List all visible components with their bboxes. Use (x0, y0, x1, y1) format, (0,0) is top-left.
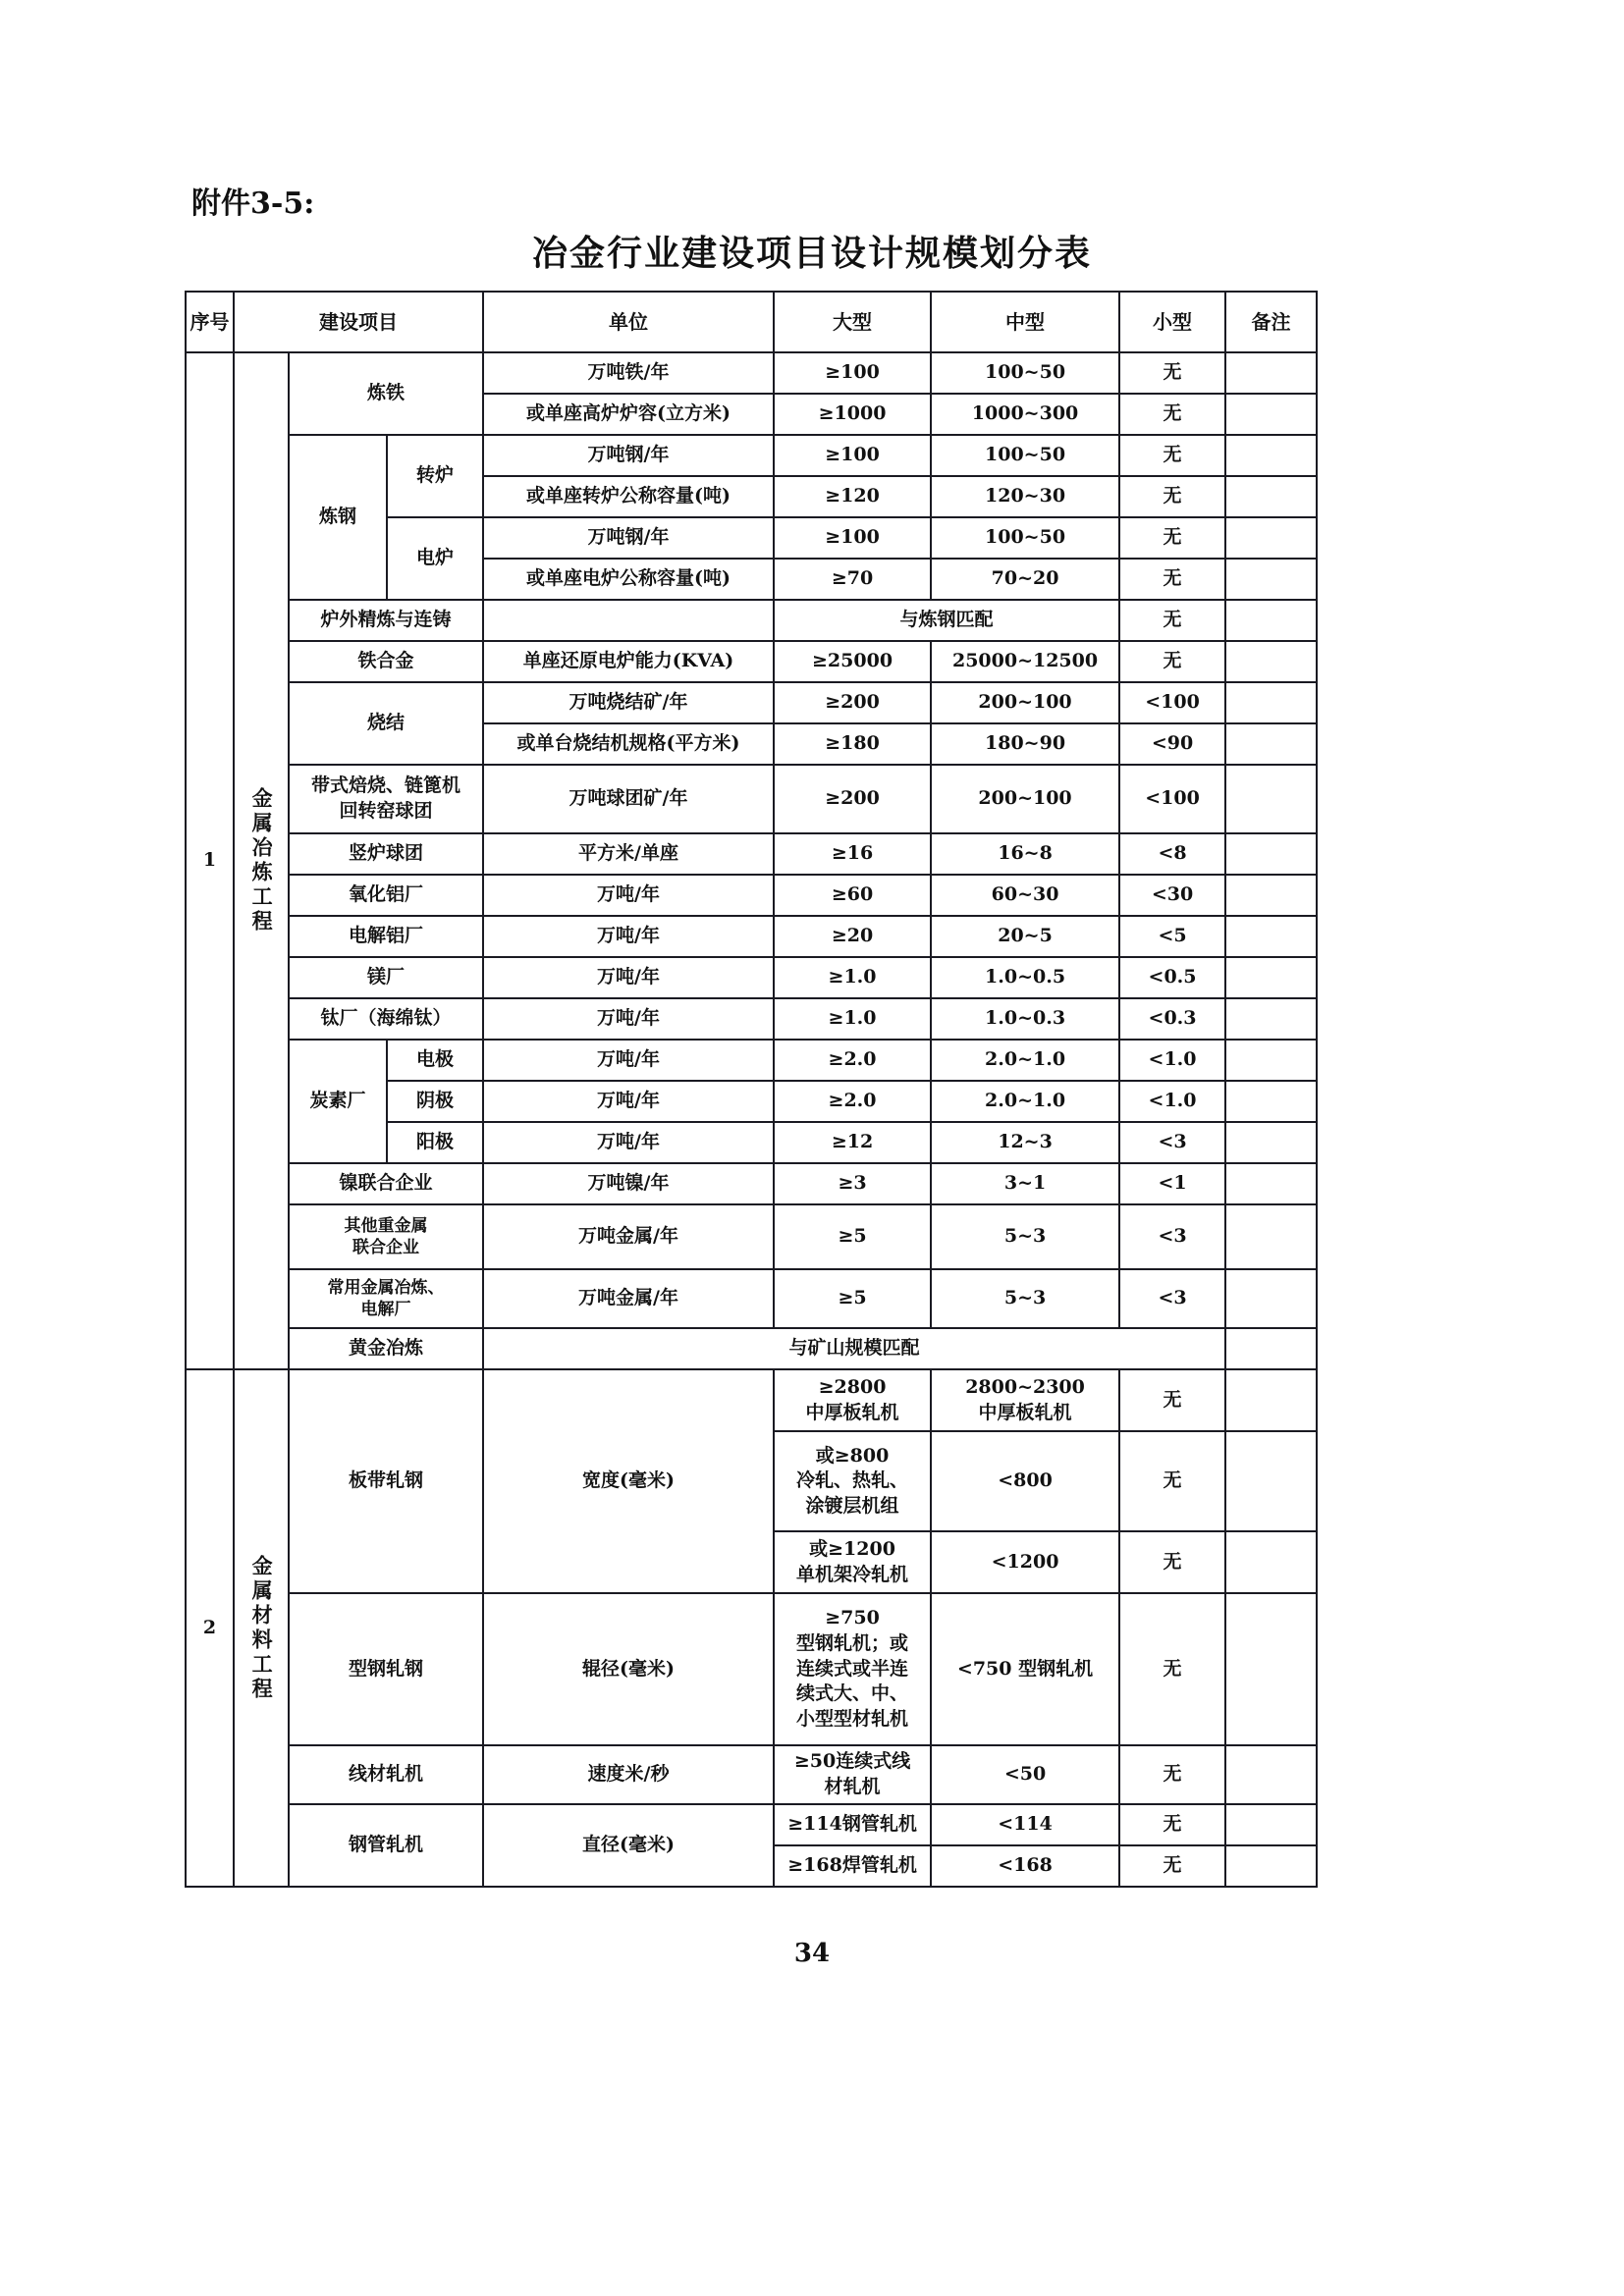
medium-cell: 2.0~1.0 (931, 1040, 1119, 1081)
medium-cell: 180~90 (931, 723, 1119, 765)
medium-cell: 5~3 (931, 1269, 1119, 1328)
unit-cell: 万吨金属/年 (483, 1269, 774, 1328)
note-cell (1225, 1431, 1317, 1531)
large-cell: ≥3 (774, 1163, 931, 1204)
unit-cell: 或单座转炉公称容量(吨) (483, 476, 774, 517)
note-cell (1225, 916, 1317, 957)
large-cell: ≥168焊管轧机 (774, 1845, 931, 1887)
medium-cell: 200~100 (931, 765, 1119, 833)
note-cell (1225, 875, 1317, 916)
medium-cell: 25000~12500 (931, 641, 1119, 682)
table-row (186, 682, 1317, 723)
unit-cell: 万吨/年 (483, 1122, 774, 1163)
item-cell: 炭素厂 (289, 1040, 387, 1163)
unit-cell: 万吨/年 (483, 957, 774, 998)
table-row (186, 957, 1317, 998)
large-cell: ≥2.0 (774, 1081, 931, 1122)
medium-cell: 5~3 (931, 1204, 1119, 1269)
medium-cell: 200~100 (931, 682, 1119, 723)
note-cell (1225, 435, 1317, 476)
sub-item-cell: 电极 (387, 1040, 483, 1081)
note-cell (1225, 1328, 1317, 1369)
large-cell: ≥60 (774, 875, 931, 916)
item-cell: 炉外精炼与连铸 (289, 600, 483, 641)
small-cell: 无 (1119, 1745, 1225, 1804)
sub-item-cell: 阴极 (387, 1081, 483, 1122)
header-unit: 单位 (483, 292, 774, 352)
medium-cell: 1.0~0.3 (931, 998, 1119, 1040)
small-cell: 无 (1119, 435, 1225, 476)
medium-cell: 3~1 (931, 1163, 1119, 1204)
large-cell: 或≥1200 单机架冷轧机 (774, 1531, 931, 1593)
small-cell: <3 (1119, 1269, 1225, 1328)
note-cell (1225, 1269, 1317, 1328)
table-row (186, 833, 1317, 875)
small-cell: 无 (1119, 559, 1225, 600)
large-cell: ≥750 型钢轧机；或 连续式或半连 续式大、中、 小型型材轧机 (774, 1593, 931, 1745)
header-large: 大型 (774, 292, 931, 352)
table-row (186, 641, 1317, 682)
sub-item-cell: 转炉 (387, 435, 483, 517)
table-row (186, 352, 1317, 394)
attachment-label: 附件3-5: (191, 187, 315, 221)
note-cell (1225, 1745, 1317, 1804)
medium-cell: 120~30 (931, 476, 1119, 517)
small-cell: <5 (1119, 916, 1225, 957)
section-number: 2 (186, 1369, 234, 1887)
large-cell: ≥180 (774, 723, 931, 765)
medium-cell: 1000~300 (931, 394, 1119, 435)
small-cell: <100 (1119, 765, 1225, 833)
section-name: 金属冶炼工程 (234, 352, 289, 1369)
large-cell: ≥20 (774, 916, 931, 957)
note-cell (1225, 1122, 1317, 1163)
note-cell (1225, 998, 1317, 1040)
small-cell: 无 (1119, 1845, 1225, 1887)
small-cell: <0.5 (1119, 957, 1225, 998)
unit-cell: 万吨/年 (483, 1081, 774, 1122)
item-cell: 钢管轧机 (289, 1804, 483, 1887)
medium-cell: <114 (931, 1804, 1119, 1845)
medium-cell: 100~50 (931, 435, 1119, 476)
unit-cell: 万吨球团矿/年 (483, 765, 774, 833)
medium-cell: 2.0~1.0 (931, 1081, 1119, 1122)
medium-cell: 1.0~0.5 (931, 957, 1119, 998)
unit-cell: 万吨/年 (483, 1040, 774, 1081)
small-cell: 无 (1119, 1593, 1225, 1745)
large-cell: ≥100 (774, 352, 931, 394)
note-cell (1225, 682, 1317, 723)
large-cell: ≥2800 中厚板轧机 (774, 1369, 931, 1431)
scale-classification-table (185, 291, 1318, 1888)
page-title: 冶金行业建设项目设计规模划分表 (531, 233, 1092, 274)
small-cell: <0.3 (1119, 998, 1225, 1040)
header-project: 建设项目 (234, 292, 483, 352)
note-cell (1225, 1163, 1317, 1204)
unit-cell: 直径(毫米) (483, 1804, 774, 1887)
small-cell: 无 (1119, 352, 1225, 394)
small-cell: 无 (1119, 1804, 1225, 1845)
item-cell: 板带轧钢 (289, 1369, 483, 1593)
note-cell (1225, 1081, 1317, 1122)
note-cell (1225, 1593, 1317, 1745)
table-row (186, 1040, 1317, 1081)
small-cell: <30 (1119, 875, 1225, 916)
section-number: 1 (186, 352, 234, 1369)
item-cell: 炼钢 (289, 435, 387, 600)
table-row (186, 1204, 1317, 1269)
note-cell (1225, 559, 1317, 600)
header-medium: 中型 (931, 292, 1119, 352)
table-row (186, 1745, 1317, 1804)
table-row (186, 765, 1317, 833)
large-cell: ≥200 (774, 682, 931, 723)
unit-cell: 万吨金属/年 (483, 1204, 774, 1269)
table-row (186, 1369, 1317, 1431)
unit-cell: 万吨烧结矿/年 (483, 682, 774, 723)
table-row (186, 875, 1317, 916)
medium-cell: <1200 (931, 1531, 1119, 1593)
medium-cell: <168 (931, 1845, 1119, 1887)
note-cell (1225, 1369, 1317, 1431)
medium-cell: 100~50 (931, 517, 1119, 559)
small-cell: 无 (1119, 600, 1225, 641)
large-cell: ≥5 (774, 1204, 931, 1269)
large-cell: ≥5 (774, 1269, 931, 1328)
unit-cell: 万吨钢/年 (483, 435, 774, 476)
small-cell: 无 (1119, 517, 1225, 559)
unit-cell: 辊径(毫米) (483, 1593, 774, 1745)
large-cell: ≥100 (774, 435, 931, 476)
large-cell: 或≥800 冷轧、热轧、 涂镀层机组 (774, 1431, 931, 1531)
table-row (186, 1269, 1317, 1328)
large-cell: ≥1000 (774, 394, 931, 435)
medium-cell: 16~8 (931, 833, 1119, 875)
unit-cell: 万吨/年 (483, 916, 774, 957)
note-cell (1225, 394, 1317, 435)
unit-cell: 单座还原电炉能力(KVA) (483, 641, 774, 682)
note-cell (1225, 641, 1317, 682)
large-cell: ≥120 (774, 476, 931, 517)
unit-cell: 或单台烧结机规格(平方米) (483, 723, 774, 765)
item-cell: 其他重金属 联合企业 (289, 1204, 483, 1269)
small-cell: 无 (1119, 476, 1225, 517)
unit-cell: 万吨镍/年 (483, 1163, 774, 1204)
unit-cell: 宽度(毫米) (483, 1369, 774, 1593)
item-cell: 烧结 (289, 682, 483, 765)
medium-cell: <750 型钢轧机 (931, 1593, 1119, 1745)
unit-cell: 速度米/秒 (483, 1745, 774, 1804)
large-cell: ≥1.0 (774, 957, 931, 998)
header-note: 备注 (1225, 292, 1317, 352)
unit-cell: 平方米/单座 (483, 833, 774, 875)
note-cell (1225, 765, 1317, 833)
sub-item-cell: 阳极 (387, 1122, 483, 1163)
small-cell: 无 (1119, 1531, 1225, 1593)
table-row (186, 1593, 1317, 1745)
table-row (186, 1804, 1317, 1845)
small-cell: <1.0 (1119, 1081, 1225, 1122)
small-cell: <3 (1119, 1204, 1225, 1269)
note-cell (1225, 1531, 1317, 1593)
small-cell: <1 (1119, 1163, 1225, 1204)
small-cell: <90 (1119, 723, 1225, 765)
large-cell: ≥2.0 (774, 1040, 931, 1081)
table-row (186, 435, 1317, 476)
note-cell (1225, 833, 1317, 875)
large-cell: ≥12 (774, 1122, 931, 1163)
item-cell: 型钢轧钢 (289, 1593, 483, 1745)
medium-cell: 12~3 (931, 1122, 1119, 1163)
medium-cell: <800 (931, 1431, 1119, 1531)
medium-cell: <50 (931, 1745, 1119, 1804)
header-small: 小型 (1119, 292, 1225, 352)
unit-cell: 万吨钢/年 (483, 517, 774, 559)
note-cell (1225, 1845, 1317, 1887)
note-cell (1225, 1804, 1317, 1845)
large-cell: ≥25000 (774, 641, 931, 682)
large-cell: ≥100 (774, 517, 931, 559)
small-cell: <1.0 (1119, 1040, 1225, 1081)
table-row (186, 1328, 1317, 1369)
item-cell: 钛厂（海绵钛） (289, 998, 483, 1040)
small-cell: <8 (1119, 833, 1225, 875)
unit-cell (483, 600, 774, 641)
note-cell (1225, 723, 1317, 765)
item-cell: 黄金冶炼 (289, 1328, 483, 1369)
note-cell (1225, 476, 1317, 517)
large-cell: ≥114钢管轧机 (774, 1804, 931, 1845)
item-cell: 常用金属冶炼、 电解厂 (289, 1269, 483, 1328)
medium-cell: 20~5 (931, 916, 1119, 957)
unit-cell: 或单座电炉公称容量(吨) (483, 559, 774, 600)
note-cell (1225, 600, 1317, 641)
note-cell (1225, 957, 1317, 998)
header-no: 序号 (186, 292, 234, 352)
note-cell (1225, 517, 1317, 559)
small-cell: 无 (1119, 394, 1225, 435)
large-cell: ≥70 (774, 559, 931, 600)
item-cell: 带式焙烧、链篦机 回转窑球团 (289, 765, 483, 833)
large-cell: ≥1.0 (774, 998, 931, 1040)
sub-item-cell: 电炉 (387, 517, 483, 600)
item-cell: 铁合金 (289, 641, 483, 682)
table-row (186, 998, 1317, 1040)
note-cell (1225, 352, 1317, 394)
item-cell: 线材轧机 (289, 1745, 483, 1804)
large-cell: ≥16 (774, 833, 931, 875)
small-cell: <100 (1119, 682, 1225, 723)
small-cell: 无 (1119, 1431, 1225, 1531)
medium-cell: 100~50 (931, 352, 1119, 394)
table-row (186, 916, 1317, 957)
unit-cell: 万吨/年 (483, 998, 774, 1040)
small-cell: 无 (1119, 641, 1225, 682)
item-cell: 电解铝厂 (289, 916, 483, 957)
note-cell (1225, 1040, 1317, 1081)
merged-scale-cell: 与矿山规模匹配 (483, 1328, 1225, 1369)
unit-cell: 或单座高炉炉容(立方米) (483, 394, 774, 435)
item-cell: 镁厂 (289, 957, 483, 998)
section-name: 金属材料工程 (234, 1369, 289, 1887)
unit-cell: 万吨铁/年 (483, 352, 774, 394)
medium-cell: 60~30 (931, 875, 1119, 916)
large-cell: ≥50连续式线 材轧机 (774, 1745, 931, 1804)
note-cell (1225, 1204, 1317, 1269)
header-row (186, 292, 1317, 352)
medium-cell: 70~20 (931, 559, 1119, 600)
small-cell: <3 (1119, 1122, 1225, 1163)
item-cell: 氧化铝厂 (289, 875, 483, 916)
small-cell: 无 (1119, 1369, 1225, 1431)
large-cell: ≥200 (774, 765, 931, 833)
table-row (186, 600, 1317, 641)
merged-scale-cell: 与炼钢匹配 (774, 600, 1119, 641)
unit-cell: 万吨/年 (483, 875, 774, 916)
item-cell: 竖炉球团 (289, 833, 483, 875)
table-row (186, 1163, 1317, 1204)
medium-cell: 2800~2300 中厚板轧机 (931, 1369, 1119, 1431)
item-cell: 炼铁 (289, 352, 483, 435)
page-number: 34 (793, 1939, 831, 1968)
item-cell: 镍联合企业 (289, 1163, 483, 1204)
